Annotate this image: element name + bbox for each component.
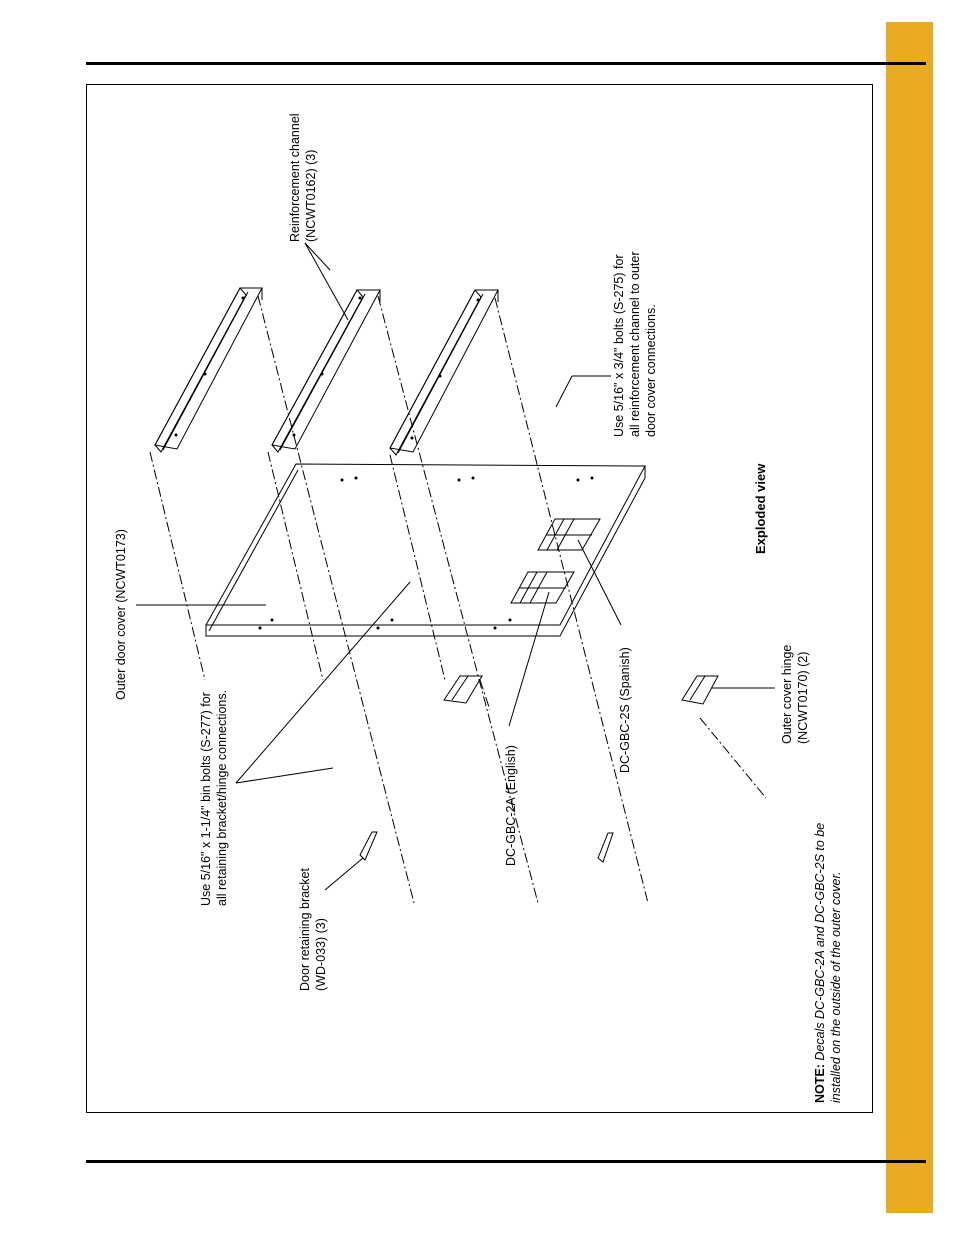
label-bolts-s275: Use 5/16" x 3/4" bolts (S-275) for all reinforcement channel to outer door cover connections. <box>612 251 658 437</box>
hinge-1-shape <box>444 676 482 703</box>
label-bolts-s277: Use 5/16" x 1-1/4" bin bolts (S-277) for all retaining bracket/hinge connections. <box>199 689 229 906</box>
reinforcement-channel-3 <box>390 290 498 455</box>
label-decal-spanish: DC-GBC-2S (Spanish) <box>618 647 632 773</box>
label-exploded-view: Exploded view <box>753 463 768 554</box>
note-text-2: installed on the outside of the outer cover. <box>829 871 843 1103</box>
label-outer-door-cover: Outer door cover (NCWT0173) <box>114 529 128 700</box>
alignment-lines <box>150 296 766 903</box>
hinge-2-shape <box>682 676 718 704</box>
retaining-bracket-2-shape <box>598 833 613 862</box>
figure-note <box>812 823 844 1103</box>
label-decal-english: DC-GBC-2A (English) <box>504 745 518 866</box>
label-outer-cover-hinge: Outer cover hinge (NCWT0170) (2) <box>780 644 810 744</box>
reinforcement-channel-2 <box>272 290 380 452</box>
note-lead: NOTE: <box>813 1064 827 1103</box>
reinforcement-channel-1 <box>155 288 262 452</box>
label-door-retaining-bracket: Door retaining bracket (WD-033) (3) <box>298 868 328 991</box>
leader-lines <box>136 243 775 890</box>
decal-english-shape <box>511 572 574 603</box>
label-reinforcement-channel: Reinforcement channel (NCWT0162) (3) <box>288 113 318 242</box>
retaining-bracket-1-shape <box>360 832 377 860</box>
decal-spanish-shape <box>538 519 600 550</box>
note-text-1: Decals DC-GBC-2A and DC-GBC-2S to be <box>813 822 827 1061</box>
